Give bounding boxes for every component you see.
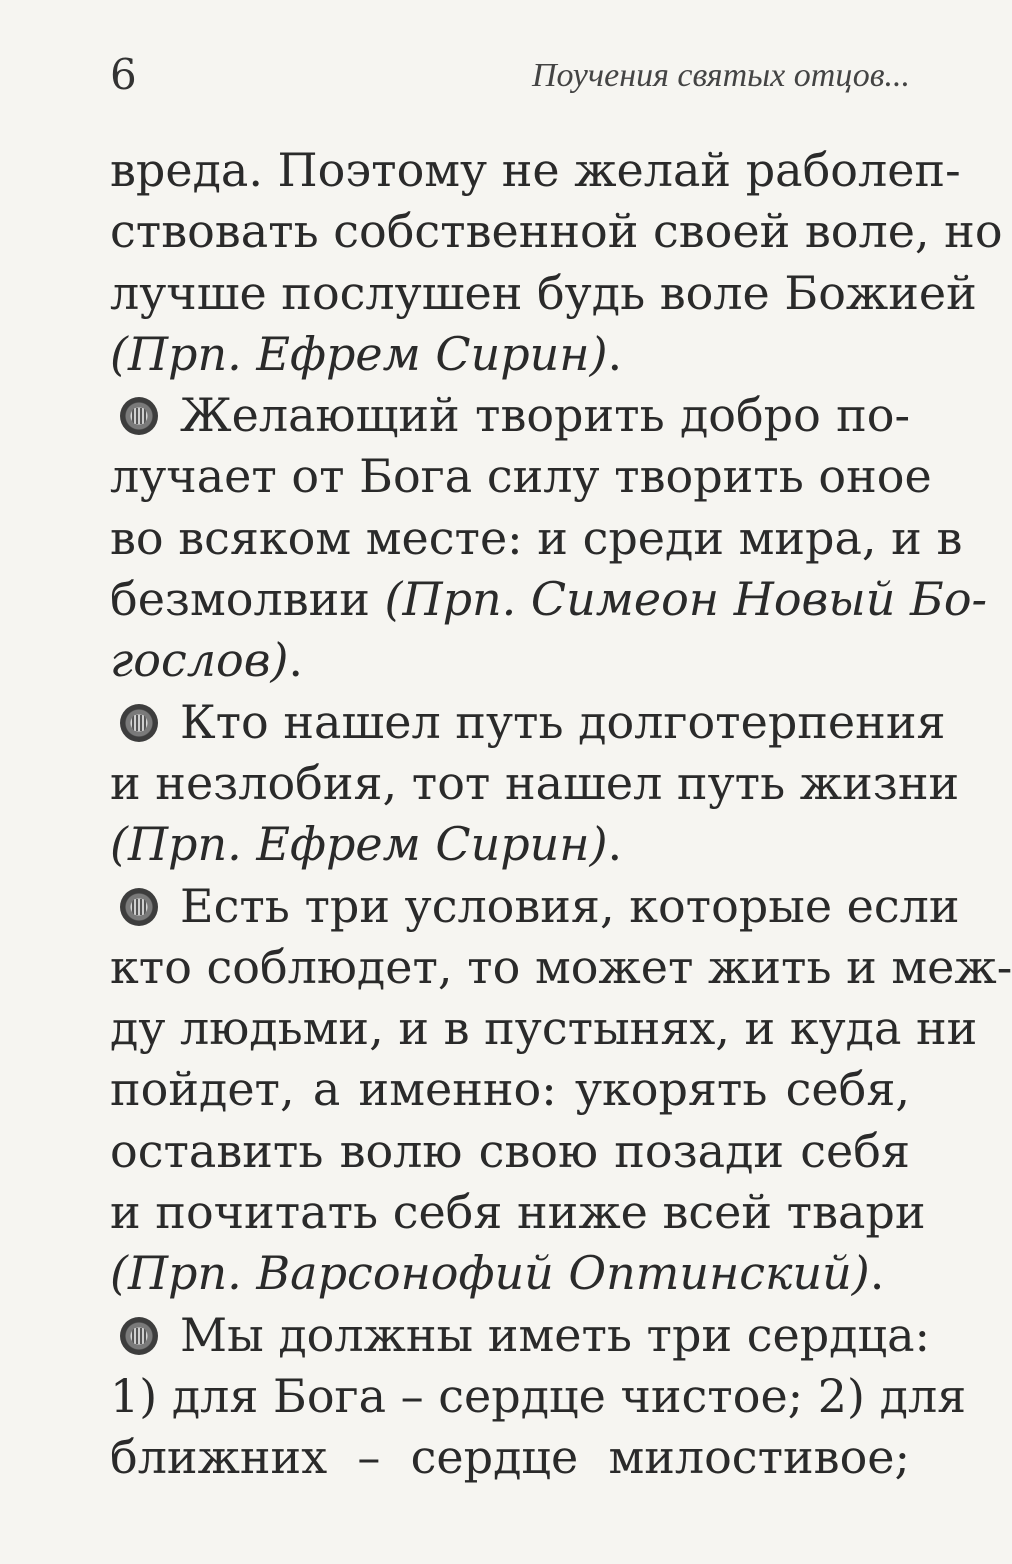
end-punctuation: . [607,817,623,872]
page-number: 6 [110,50,137,99]
text-line: ближних – сердце милостивое; [110,1430,910,1485]
body-text [110,140,1012,1489]
end-punctuation: . [288,633,304,688]
text-line [110,876,960,937]
text-line [110,630,910,691]
paragraph-first-line: Мы должны иметь три сердца: [180,1307,930,1362]
end-punctuation: . [869,1246,885,1301]
text-line [110,324,910,385]
text-line: и незлобия, тот нашел путь жизни [110,755,960,810]
text-line: кто соблюдет, то может жить и меж- [110,939,1012,994]
paragraph-first-line: Есть три условия, которые если [180,878,960,933]
paragraph-first-line: Кто нашел путь долготерпения [180,694,946,749]
text-line [110,1243,910,1304]
text-line [110,1305,930,1366]
text-line [110,814,910,875]
citation: (Прп. Ефрем Сирин) [110,817,608,872]
text-line [110,692,946,753]
text-line: ду людьми, и в пустынях, и куда ни [110,1001,978,1056]
leaf-ornament-icon [120,397,158,435]
text-line [110,569,988,630]
text-line: пойдет, а именно: укорять себя, [110,1062,910,1117]
text-line: во всяком месте: и среди мира, и в [110,510,963,565]
running-title: Поучения святых отцов... [531,57,910,94]
citation: (Прп. Ефрем Сирин) [110,326,608,381]
text-line: вреда. Поэтому не желай раболеп- [110,143,961,197]
citation: (Прп. Варсонофий Оптинский) [110,1246,870,1301]
line-text: безмолвии [110,572,385,627]
text-line: лучше послушен будь воле Божией [110,265,977,320]
text-line [110,385,910,446]
text-line: 1) для Бога – сердце чистое; 2) для [110,1368,967,1423]
text-line: ствовать собственной своей воле, но [110,204,1003,259]
text-line: лучает от Бога силу творить оное [110,449,932,504]
leaf-ornament-icon [120,704,158,742]
paragraph-first-line: Желающий творить добро по- [180,388,910,443]
citation: гослов) [110,633,289,688]
running-head [110,50,910,100]
leaf-ornament-icon [120,1317,158,1355]
citation-start: (Прп. Симеон Новый Бо- [384,572,988,627]
text-line: и почитать себя ниже всей твари [110,1185,926,1240]
text-line: оставить волю свою позади себя [110,1123,910,1178]
end-punctuation: . [607,326,623,381]
leaf-ornament-icon [120,888,158,926]
